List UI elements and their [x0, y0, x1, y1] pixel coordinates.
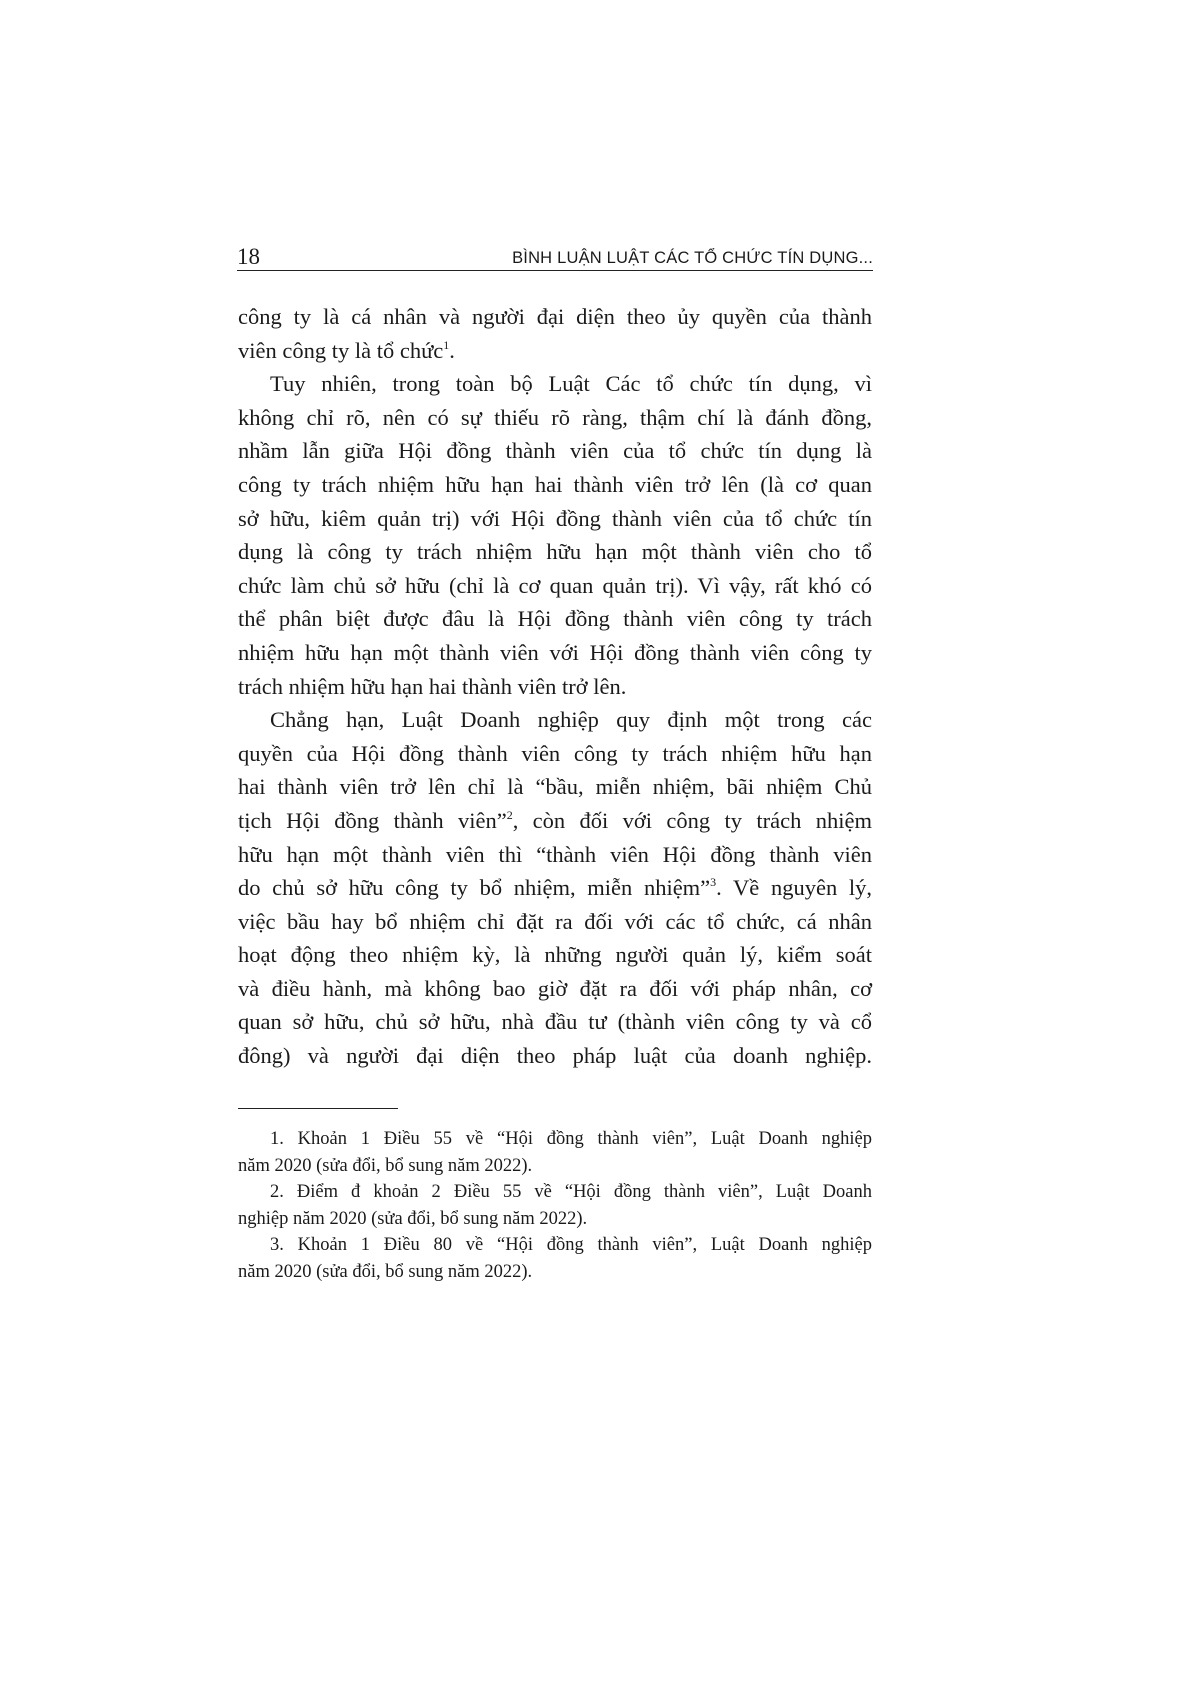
footnote-reference: 3 — [710, 875, 717, 890]
line-text: dụng là công ty trách nhiệm hữu hạn một thành viên cho tổ — [238, 539, 872, 565]
text-line — [238, 770, 872, 804]
paragraph — [238, 367, 872, 703]
line-text: thể phân biệt được đâu là Hội đồng thành viên công ty trách — [238, 606, 872, 632]
paragraph — [238, 300, 872, 367]
line-text: 2. Điểm đ khoản 2 Điều 55 về “Hội đồng thành viên”, Luật Doanh — [270, 1182, 872, 1203]
line-text: việc bầu hay bổ nhiệm chỉ đặt ra đối với các tổ chức, cá nhân — [238, 908, 872, 934]
text-line — [238, 636, 872, 670]
line-text: sở hữu, kiêm quản trị) với Hội đồng thành viên của tổ chức tín — [238, 505, 872, 531]
text-line — [238, 1126, 872, 1153]
line-text: quyền của Hội đồng thành viên công ty trách nhiệm hữu hạn — [238, 740, 872, 766]
text-line — [238, 468, 872, 502]
text-line — [238, 569, 872, 603]
text-line — [238, 838, 872, 872]
line-text: quan sở hữu, chủ sở hữu, nhà đầu tư (thành viên công ty và cổ — [238, 1009, 872, 1035]
footnote-reference: 2 — [506, 807, 513, 822]
text-line — [238, 1153, 872, 1180]
footnotes — [238, 1126, 872, 1286]
text-line — [238, 972, 872, 1006]
text-line — [238, 1039, 872, 1073]
line-text: và điều hành, mà không bao giờ đặt ra đối với pháp nhân, cơ — [238, 975, 872, 1001]
line-text: hoạt động theo nhiệm kỳ, là những người quản lý, kiểm soát — [238, 942, 872, 968]
line-text: nhầm lẫn giữa Hội đồng thành viên của tổ chức tín dụng là — [238, 438, 872, 464]
line-text: 3. Khoản 1 Điều 80 về “Hội đồng thành viên”, Luật Doanh nghiệp — [270, 1235, 872, 1256]
line-text: không chỉ rõ, nên có sự thiếu rõ ràng, thậm chí là đánh đồng, — [238, 404, 872, 430]
text-line — [238, 602, 872, 636]
line-text: 1. Khoản 1 Điều 55 về “Hội đồng thành viên”, Luật Doanh nghiệp — [270, 1129, 872, 1149]
line-text: . Về nguyên lý, — [716, 875, 872, 901]
line-text: năm 2020 (sửa đổi, bổ sung năm 2022). — [238, 1155, 533, 1176]
text-line — [238, 938, 872, 972]
line-text: . — [449, 337, 455, 363]
footnote-separator — [238, 1108, 398, 1109]
text-line — [238, 502, 872, 536]
text-line — [238, 535, 872, 569]
line-text: nghiệp năm 2020 (sửa đổi, bổ sung năm 2022). — [238, 1208, 588, 1229]
line-text: , còn đối với công ty trách nhiệm — [512, 807, 872, 833]
text-line — [238, 1259, 872, 1286]
text-line — [238, 737, 872, 771]
text-line — [238, 905, 872, 939]
text-line — [238, 1005, 872, 1039]
text-line — [238, 1179, 872, 1206]
footnote-reference: 1 — [443, 337, 450, 352]
running-title: BÌNH LUẬN LUẬT CÁC TỔ CHỨC TÍN DỤNG... — [512, 249, 873, 267]
line-text: viên công ty là tổ chức — [238, 337, 444, 363]
text-line — [238, 871, 872, 905]
text-line — [238, 300, 872, 334]
line-text: Chẳng hạn, Luật Doanh nghiệp quy định một trong các — [270, 707, 872, 733]
line-text: trách nhiệm hữu hạn hai thành viên trở lên. — [238, 673, 627, 699]
footnote — [238, 1232, 872, 1285]
text-line — [238, 434, 872, 468]
line-text: nhiệm hữu hạn một thành viên với Hội đồng thành viên công ty — [238, 639, 872, 665]
text-line — [238, 804, 872, 838]
line-text: đông) và người đại diện theo pháp luật của doanh nghiệp. — [238, 1043, 872, 1069]
line-text: hữu hạn một thành viên thì “thành viên Hội đồng thành viên — [238, 841, 872, 867]
line-text: Tuy nhiên, trong toàn bộ Luật Các tổ chức tín dụng, vì — [270, 371, 872, 397]
footnote — [238, 1126, 872, 1179]
line-text: tịch Hội đồng thành viên” — [238, 807, 507, 833]
text-line — [238, 1206, 872, 1233]
line-text: công ty trách nhiệm hữu hạn hai thành viên trở lên (là cơ quan — [238, 471, 872, 497]
paragraph — [238, 703, 872, 1073]
text-line — [238, 334, 872, 368]
text-line — [238, 703, 872, 737]
text-line — [238, 367, 872, 401]
line-text: chức làm chủ sở hữu (chỉ là cơ quan quản trị). Vì vậy, rất khó có — [238, 572, 872, 598]
footnote — [238, 1179, 872, 1232]
page-number: 18 — [237, 244, 260, 269]
body-text — [238, 300, 872, 1073]
line-text: do chủ sở hữu công ty bổ nhiệm, miễn nhiệm” — [238, 875, 711, 901]
line-text: công ty là cá nhân và người đại diện theo ủy quyền của thành — [238, 304, 872, 329]
line-text: năm 2020 (sửa đổi, bổ sung năm 2022). — [238, 1261, 533, 1282]
text-line — [238, 401, 872, 435]
line-text: hai thành viên trở lên chỉ là “bầu, miễn nhiệm, bãi nhiệm Chủ — [238, 774, 872, 800]
text-line — [238, 670, 872, 704]
text-line — [238, 1232, 872, 1259]
running-header — [237, 244, 873, 271]
